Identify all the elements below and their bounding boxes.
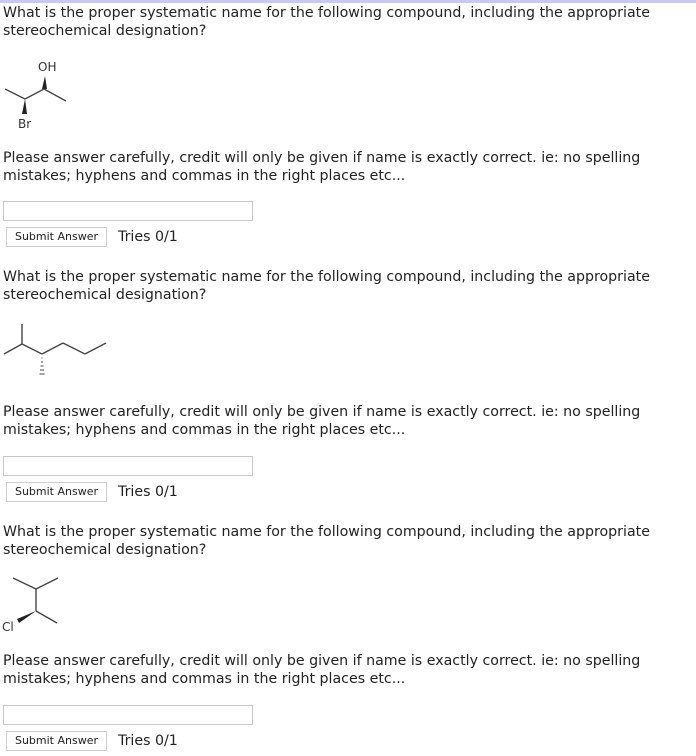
question-prompt: What is the proper systematic name for the following compound, including the appropriate stereochemical designation?	[3, 524, 650, 558]
tries-counter: Tries 0/1	[118, 733, 178, 749]
answer-note: Please answer carefully, credit will only be given if name is exactly correct. ie: no spelling mistakes; hyphens and commas in the right places etc...	[3, 404, 641, 438]
molecule-structure-3	[0, 571, 120, 641]
question-prompt: What is the proper systematic name for the following compound, including the appropriate stereochemical designation?	[3, 5, 650, 39]
atom-label-br: Br	[18, 117, 32, 131]
atom-label-cl: Cl	[2, 620, 14, 634]
bond	[22, 344, 42, 354]
bond	[36, 611, 57, 623]
answer-note: Please answer carefully, credit will only be given if name is exactly correct. ie: no spelling mistakes; hyphens and commas in the right places etc...	[3, 653, 641, 687]
answer-input[interactable]	[3, 456, 253, 476]
hashed-bond	[40, 358, 45, 374]
atom-label-oh: OH	[38, 60, 57, 74]
bond	[5, 89, 25, 99]
molecule-structure-1	[0, 54, 120, 138]
submit-answer-button[interactable]: Submit Answer	[6, 731, 107, 751]
tries-counter: Tries 0/1	[118, 484, 178, 500]
molecule-structure-2	[0, 318, 120, 390]
answer-input[interactable]	[3, 705, 253, 725]
bond	[25, 89, 44, 99]
wedge-bond-br	[22, 99, 27, 114]
wedge-bond-oh	[42, 76, 47, 89]
top-border	[0, 0, 696, 3]
submit-answer-button[interactable]: Submit Answer	[6, 482, 107, 502]
bond	[36, 578, 58, 589]
wedge-bond-cl	[17, 611, 36, 623]
bond	[44, 89, 66, 101]
bond	[63, 343, 85, 354]
tries-counter: Tries 0/1	[118, 229, 178, 245]
submit-answer-button[interactable]: Submit Answer	[6, 227, 107, 247]
answer-note: Please answer carefully, credit will only be given if name is exactly correct. ie: no spelling mistakes; hyphens and commas in the right places etc...	[3, 150, 641, 184]
bond	[42, 343, 63, 354]
bond	[13, 578, 36, 589]
bond	[85, 343, 106, 354]
question-prompt: What is the proper systematic name for the following compound, including the appropriate stereochemical designation?	[3, 269, 650, 303]
answer-input[interactable]	[3, 201, 253, 221]
bond	[4, 344, 22, 354]
